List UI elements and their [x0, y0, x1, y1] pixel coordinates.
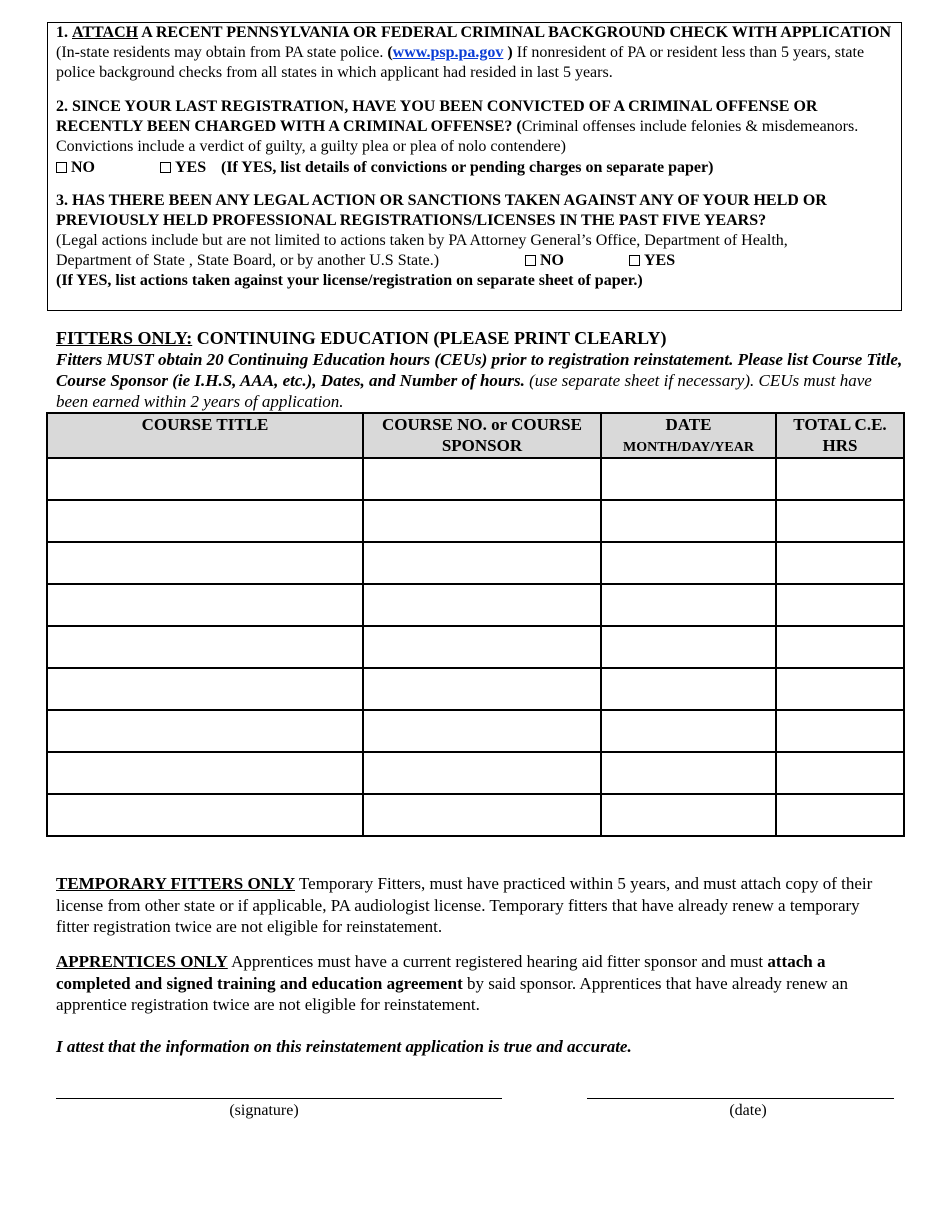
- ce-cell-course-title: [47, 794, 363, 836]
- ce-cell-total-hrs: [776, 626, 904, 668]
- temporary-fitters: [56, 873, 896, 938]
- ce-cell-course-title: [47, 626, 363, 668]
- date-input[interactable]: [602, 543, 775, 583]
- temporary-heading: TEMPORARY FITTERS ONLY: [56, 874, 296, 893]
- ce-cell-course-title: [47, 752, 363, 794]
- section-3-text-a: (Legal actions include but are not limited to actions taken by PA Attorney General’s Office, Department of Health,: [56, 232, 788, 249]
- ce-cell-course-sponsor: [363, 668, 601, 710]
- col-date: [601, 413, 776, 458]
- course-sponsor-input[interactable]: [364, 669, 600, 709]
- course-title-input[interactable]: [48, 585, 362, 625]
- course-title-input[interactable]: [48, 795, 362, 835]
- ce-cell-date: [601, 458, 776, 500]
- ce-cell-course-title: [47, 500, 363, 542]
- temporary-text: Temporary Fitters, must have practiced within 5 years, and must attach copy of their license from other state or if applicable, PA audiologist license. Temporary fitters that have already renew a temporary fitter registration twice are not eligible for reinstatement.: [56, 874, 873, 936]
- ce-title-underlined: FITTERS ONLY:: [56, 328, 193, 348]
- section-2-yes-checkbox[interactable]: [160, 158, 206, 178]
- total-hrs-input[interactable]: [777, 585, 903, 625]
- ce-cell-course-sponsor: [363, 710, 601, 752]
- ce-cell-total-hrs: [776, 542, 904, 584]
- date-label: (date): [729, 1102, 767, 1119]
- ce-cell-course-title: [47, 584, 363, 626]
- section-2-note: (If YES, list details of convictions or pending charges on separate paper): [221, 159, 714, 176]
- section-3-heading: 3. HAS THERE BEEN ANY LEGAL ACTION OR SANCTIONS TAKEN AGAINST ANY OF YOUR HELD OR PREVIOUSLY HELD PROFESSIONAL REGISTRATIONS/LICENSES IN THE PAST FIVE YEARS?: [56, 192, 827, 229]
- col-date-label: DATE: [665, 415, 712, 434]
- section-1-link-close: ): [503, 44, 513, 61]
- date-input[interactable]: [602, 669, 775, 709]
- course-sponsor-input[interactable]: [364, 501, 600, 541]
- course-title-input[interactable]: [48, 669, 362, 709]
- section-2-criminal-offense: [56, 97, 896, 157]
- course-sponsor-input[interactable]: [364, 459, 600, 499]
- ce-cell-course-sponsor: [363, 626, 601, 668]
- ce-title-rest: CONTINUING EDUCATION (PLEASE PRINT CLEARLY): [192, 328, 667, 348]
- ce-cell-date: [601, 710, 776, 752]
- section-2-heading: 2. SINCE YOUR LAST REGISTRATION, HAVE YOU BEEN CONVICTED OF A CRIMINAL OFFENSE OR RECENTLY BEEN CHARGED WITH A CRIMINAL OFFENSE? (: [56, 98, 818, 135]
- date-input[interactable]: [602, 627, 775, 667]
- date-input[interactable]: [602, 711, 775, 751]
- section-2-yes-label: YES: [175, 159, 207, 176]
- section-3-no-checkbox[interactable]: [525, 251, 564, 271]
- ce-cell-date: [601, 500, 776, 542]
- ce-row: [47, 584, 904, 626]
- ce-row: [47, 794, 904, 836]
- ce-instructions: [56, 349, 904, 412]
- ce-row: [47, 542, 904, 584]
- course-title-input[interactable]: [48, 501, 362, 541]
- section-2-no-label: NO: [71, 159, 95, 176]
- checkbox-icon: [525, 255, 536, 266]
- ce-header-row: [47, 413, 904, 458]
- ce-row: [47, 626, 904, 668]
- ce-cell-date: [601, 626, 776, 668]
- course-sponsor-input[interactable]: [364, 543, 600, 583]
- section-2-text: Criminal offenses include felonies & misdemeanors. Convictions include a verdict of guilty, a guilty plea or plea of nolo contendere): [56, 118, 859, 155]
- date-line[interactable]: [587, 1098, 894, 1099]
- ce-cell-total-hrs: [776, 668, 904, 710]
- ce-cell-course-sponsor: [363, 542, 601, 584]
- ce-row: [47, 668, 904, 710]
- psp-link[interactable]: www.psp.pa.gov: [392, 44, 504, 61]
- total-hrs-input[interactable]: [777, 711, 903, 751]
- section-3-yes-label: YES: [644, 252, 676, 269]
- ce-table: [46, 412, 905, 837]
- course-sponsor-input[interactable]: [364, 711, 600, 751]
- section-1-text-b: If nonresident of PA or resident less than 5 years, state police background checks from all states in which applicant had resided in last 5 years.: [56, 44, 865, 81]
- section-3-text-b: Department of State , State Board, or by another U.S State.): [56, 252, 440, 269]
- col-total-hrs: [776, 413, 904, 458]
- section-3-note-text: (If YES, list actions taken against your license/registration on separate sheet of paper.): [56, 272, 643, 289]
- ce-row: [47, 500, 904, 542]
- section-1-num: 1.: [56, 24, 68, 41]
- date-input[interactable]: [602, 795, 775, 835]
- checkbox-icon: [160, 162, 171, 173]
- course-sponsor-input[interactable]: [364, 753, 600, 793]
- checkbox-icon: [56, 162, 67, 173]
- col-course-sponsor: COURSE NO. or COURSE SPONSOR: [363, 413, 601, 458]
- ce-cell-course-title: [47, 458, 363, 500]
- total-hrs-input[interactable]: [777, 543, 903, 583]
- section-3-yes-checkbox[interactable]: [629, 251, 675, 271]
- section-2-answer-row: [56, 158, 896, 178]
- section-3-no-label: NO: [540, 252, 564, 269]
- course-sponsor-input[interactable]: [364, 585, 600, 625]
- apprentices-text-b: by said sponsor. Apprentices that have already renew an apprentice registration twice are not eligible for reinstatement.: [56, 973, 848, 1014]
- col-date-sub: MONTH/DAY/YEAR: [623, 440, 754, 455]
- section-1-attach: ATTACH: [72, 24, 139, 41]
- apprentices: [56, 951, 896, 1016]
- section-3-legal-action: [56, 191, 896, 231]
- signature-label: (signature): [229, 1102, 299, 1119]
- ce-cell-total-hrs: [776, 500, 904, 542]
- total-hrs-input[interactable]: [777, 753, 903, 793]
- total-hrs-input[interactable]: [777, 627, 903, 667]
- course-title-input[interactable]: [48, 459, 362, 499]
- ce-cell-total-hrs: [776, 794, 904, 836]
- date-input[interactable]: [602, 585, 775, 625]
- ce-cell-course-title: [47, 668, 363, 710]
- ce-cell-date: [601, 668, 776, 710]
- ce-row: [47, 752, 904, 794]
- ce-cell-total-hrs: [776, 458, 904, 500]
- course-sponsor-input[interactable]: [364, 627, 600, 667]
- section-1-text-a: (In-state residents may obtain from PA state police.: [56, 44, 388, 61]
- section-1-link-open: (: [387, 44, 393, 61]
- ce-cell-date: [601, 794, 776, 836]
- apprentices-heading: APPRENTICES ONLY: [56, 952, 228, 971]
- ce-cell-total-hrs: [776, 584, 904, 626]
- course-title-input[interactable]: [48, 753, 362, 793]
- apprentices-text-a: Apprentices must have a current registered hearing aid fitter sponsor and must: [227, 952, 768, 971]
- total-hrs-input[interactable]: [777, 669, 903, 709]
- ce-cell-course-title: [47, 542, 363, 584]
- ce-cell-course-title: [47, 710, 363, 752]
- ce-instructions-bold: Fitters MUST obtain 20 Continuing Education hours (CEUs) prior to registration reinstatement. Please list Course Title, Course Sponsor (ie I.H.S, AAA, etc.), Dates, and Number of hours.: [56, 350, 903, 390]
- course-title-input[interactable]: [48, 711, 362, 751]
- col-hrs-b: HRS: [822, 436, 858, 455]
- ce-cell-course-sponsor: [363, 794, 601, 836]
- ce-cell-date: [601, 584, 776, 626]
- ce-cell-date: [601, 752, 776, 794]
- course-title-input[interactable]: [48, 543, 362, 583]
- ce-cell-date: [601, 542, 776, 584]
- ce-cell-course-sponsor: [363, 458, 601, 500]
- section-3-note: [56, 271, 896, 291]
- date-input[interactable]: [602, 501, 775, 541]
- ce-instructions-plain: (use separate sheet if necessary). CEUs must have been earned within 2 years of application.: [56, 371, 872, 411]
- col-course-title: COURSE TITLE: [47, 413, 363, 458]
- date-input[interactable]: [602, 753, 775, 793]
- course-sponsor-input[interactable]: [364, 795, 600, 835]
- ce-title: [56, 327, 896, 349]
- ce-cell-course-sponsor: [363, 752, 601, 794]
- checkbox-icon: [629, 255, 640, 266]
- section-2-no-checkbox[interactable]: [56, 159, 95, 176]
- ce-cell-course-sponsor: [363, 584, 601, 626]
- course-title-input[interactable]: [48, 627, 362, 667]
- signature-line[interactable]: [56, 1098, 502, 1099]
- date-input[interactable]: [602, 459, 775, 499]
- attestation-text: I attest that the information on this reinstatement application is true and accurate.: [56, 1037, 632, 1056]
- total-hrs-input[interactable]: [777, 459, 903, 499]
- section-1-background-check: [56, 23, 896, 83]
- section-3-answer-row: [56, 251, 896, 271]
- section-1-heading: A RECENT PENNSYLVANIA OR FEDERAL CRIMINAL BACKGROUND CHECK WITH APPLICATION: [138, 24, 892, 41]
- ce-cell-total-hrs: [776, 710, 904, 752]
- total-hrs-input[interactable]: [777, 501, 903, 541]
- ce-row: [47, 458, 904, 500]
- ce-cell-total-hrs: [776, 752, 904, 794]
- total-hrs-input[interactable]: [777, 795, 903, 835]
- ce-row: [47, 710, 904, 752]
- attestation: [56, 1037, 896, 1057]
- apprentices-text-bold: attach a completed and signed training and education agreement: [56, 952, 826, 993]
- col-hrs-a: TOTAL C.E.: [793, 415, 887, 434]
- ce-cell-course-sponsor: [363, 500, 601, 542]
